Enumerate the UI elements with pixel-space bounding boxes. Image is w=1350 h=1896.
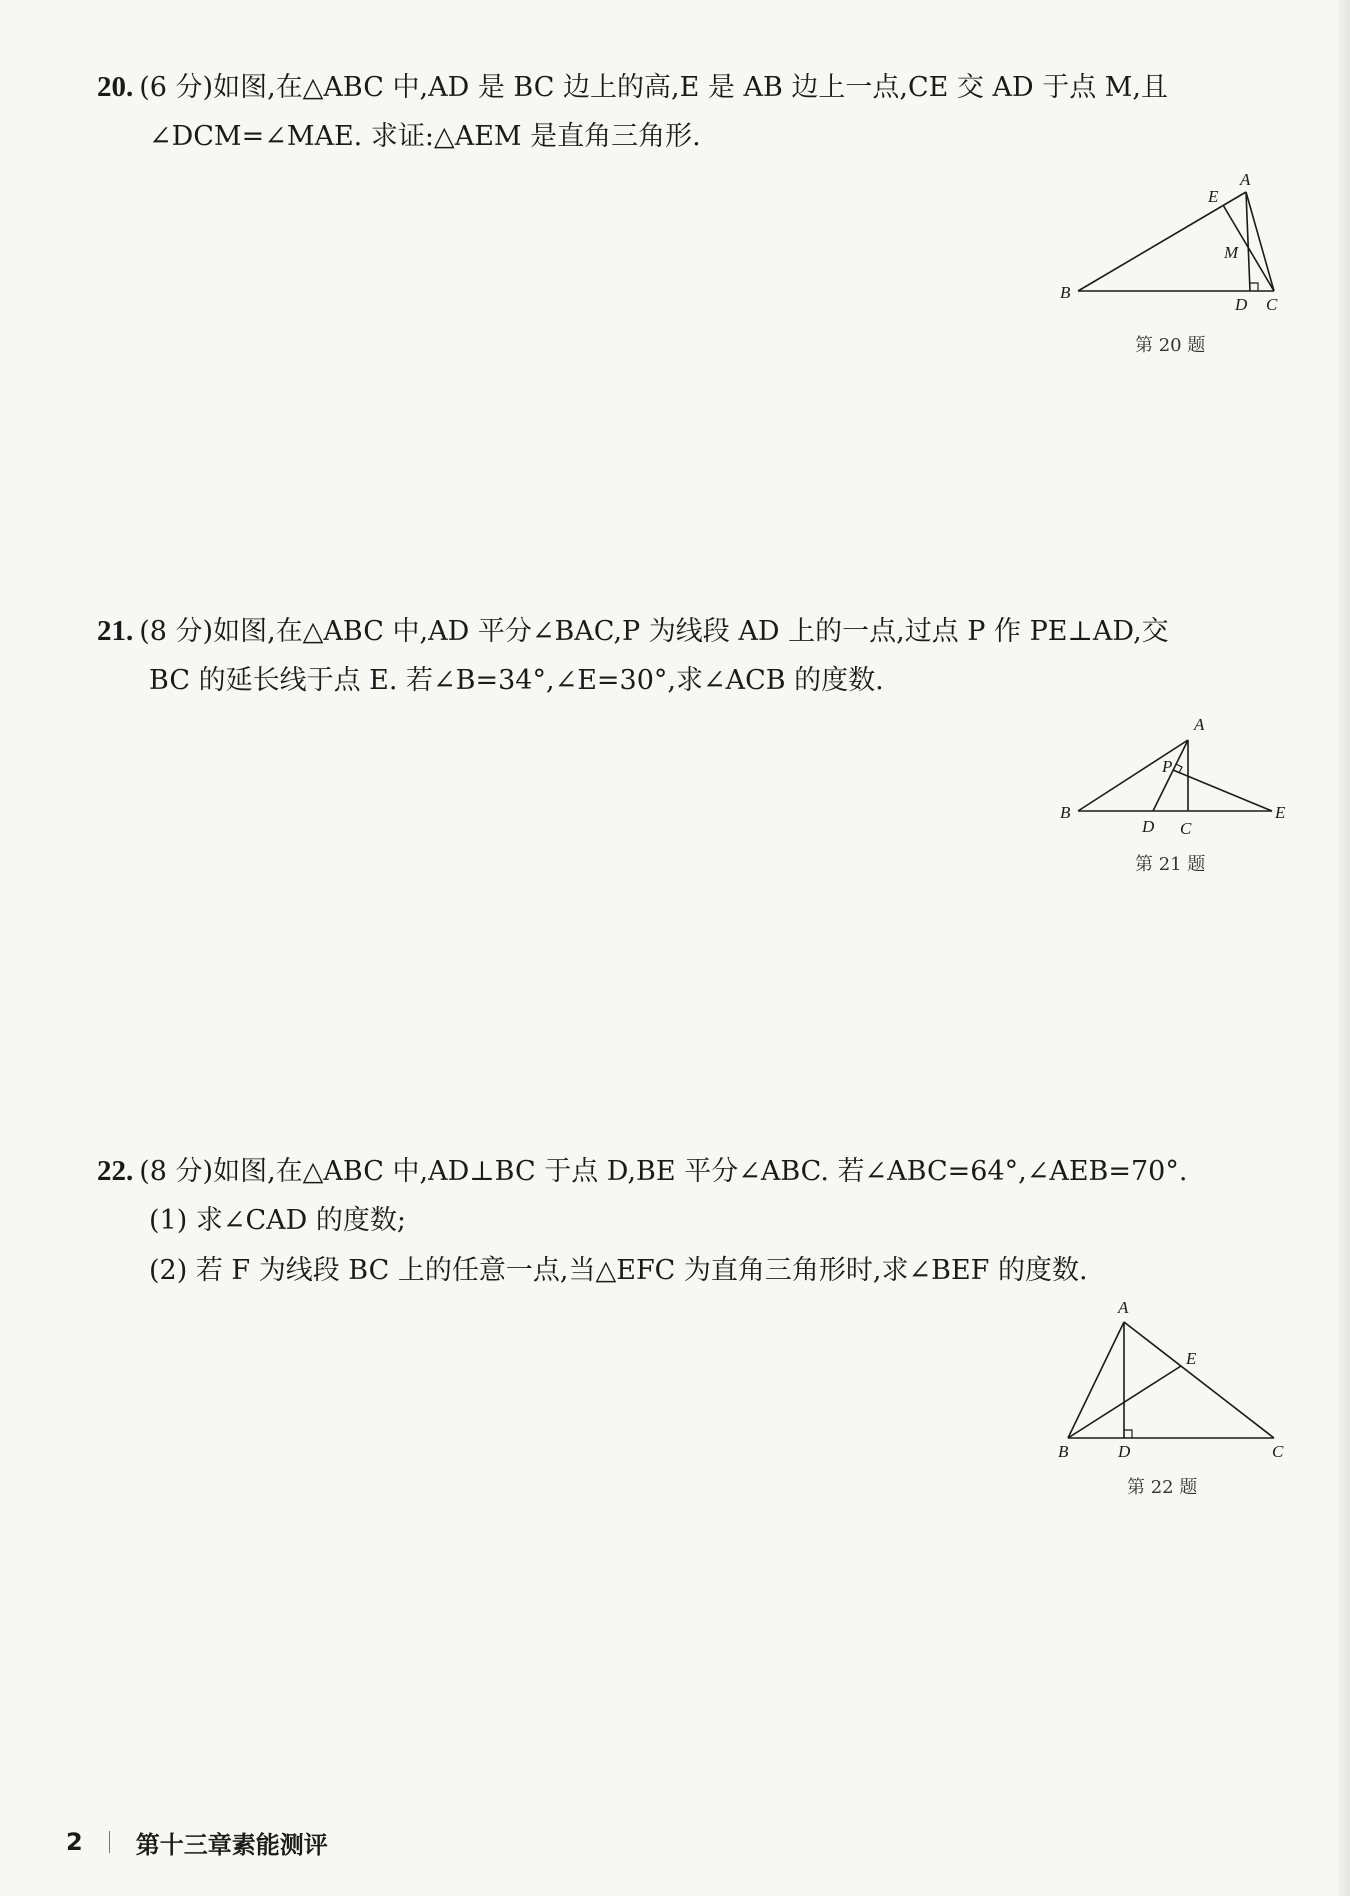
label-b: B: [1060, 803, 1071, 822]
label-d: D: [1142, 817, 1155, 836]
problem-number: 21.: [97, 615, 134, 647]
label-c: C: [1180, 819, 1192, 838]
figure-20-caption: 第 20 题: [1135, 335, 1206, 356]
figure-21-diagram: [1050, 710, 1290, 840]
label-d: D: [1235, 295, 1248, 314]
label-b: B: [1058, 1442, 1069, 1461]
footer-divider: [109, 1831, 110, 1853]
label-b: B: [1060, 283, 1071, 302]
figure-22-caption: 第 22 题: [1127, 1477, 1198, 1498]
figure-20-diagram: [1050, 170, 1290, 320]
label-a: A: [1118, 1298, 1129, 1317]
figure-20: [1050, 170, 1290, 320]
problem-22-part-1: (1) 求∠CAD 的度数;: [149, 1205, 406, 1236]
label-a: A: [1194, 715, 1205, 734]
figure-21-caption: 第 21 题: [1135, 854, 1206, 875]
problem-text: (8 分)如图,在△ABC 中,AD⊥BC 于点 D,BE 平分∠ABC. 若∠ABC=64°,∠AEB=70°.: [139, 1156, 1188, 1187]
problem-20-line-2: ∠DCM=∠MAE. 求证:△AEM 是直角三角形.: [149, 121, 701, 152]
label-m: M: [1224, 243, 1239, 262]
label-a: A: [1240, 170, 1251, 189]
page-footer: [66, 1822, 328, 1862]
right-angle-mark: [1124, 1430, 1132, 1438]
problem-number: 22.: [97, 1155, 134, 1187]
problem-21-line-1: [97, 606, 1287, 656]
segment-ac: [1124, 1322, 1274, 1438]
problem-22-part-2: (2) 若 F 为线段 BC 上的任意一点,当△EFC 为直角三角形时,求∠BEF 的度数.: [149, 1255, 1088, 1286]
problem-number: 20.: [97, 71, 134, 103]
page-number: 2: [66, 1828, 83, 1856]
problem-20: [97, 62, 1287, 162]
problem-22-line-1: [97, 1146, 1287, 1196]
problem-22: [97, 1146, 1287, 1296]
problem-20-line-1: [97, 62, 1287, 112]
right-angle-mark: [1250, 283, 1258, 291]
figure-22: [1050, 1295, 1290, 1475]
label-d: D: [1118, 1442, 1131, 1461]
page-edge-shadow: [1338, 0, 1350, 1896]
label-e: E: [1275, 803, 1286, 822]
problem-text: (8 分)如图,在△ABC 中,AD 平分∠BAC,P 为线段 AD 上的一点,过点 P 作 PE⊥AD,交: [139, 616, 1169, 647]
label-c: C: [1272, 1442, 1284, 1461]
problem-text: (6 分)如图,在△ABC 中,AD 是 BC 边上的高,E 是 AB 边上一点,CE 交 AD 于点 M,且: [139, 72, 1169, 103]
segment-ba: [1078, 192, 1246, 291]
figure-21: [1050, 710, 1290, 840]
label-p: P: [1162, 757, 1173, 776]
problem-21-line-2: BC 的延长线于点 E. 若∠B=34°,∠E=30°,求∠ACB 的度数.: [149, 665, 884, 696]
problem-21: [97, 606, 1287, 706]
label-e: E: [1186, 1349, 1197, 1368]
figure-22-diagram: [1050, 1295, 1290, 1475]
chapter-title: 第十三章素能测评: [135, 1830, 328, 1859]
label-c: C: [1266, 295, 1278, 314]
label-e: E: [1208, 187, 1219, 206]
